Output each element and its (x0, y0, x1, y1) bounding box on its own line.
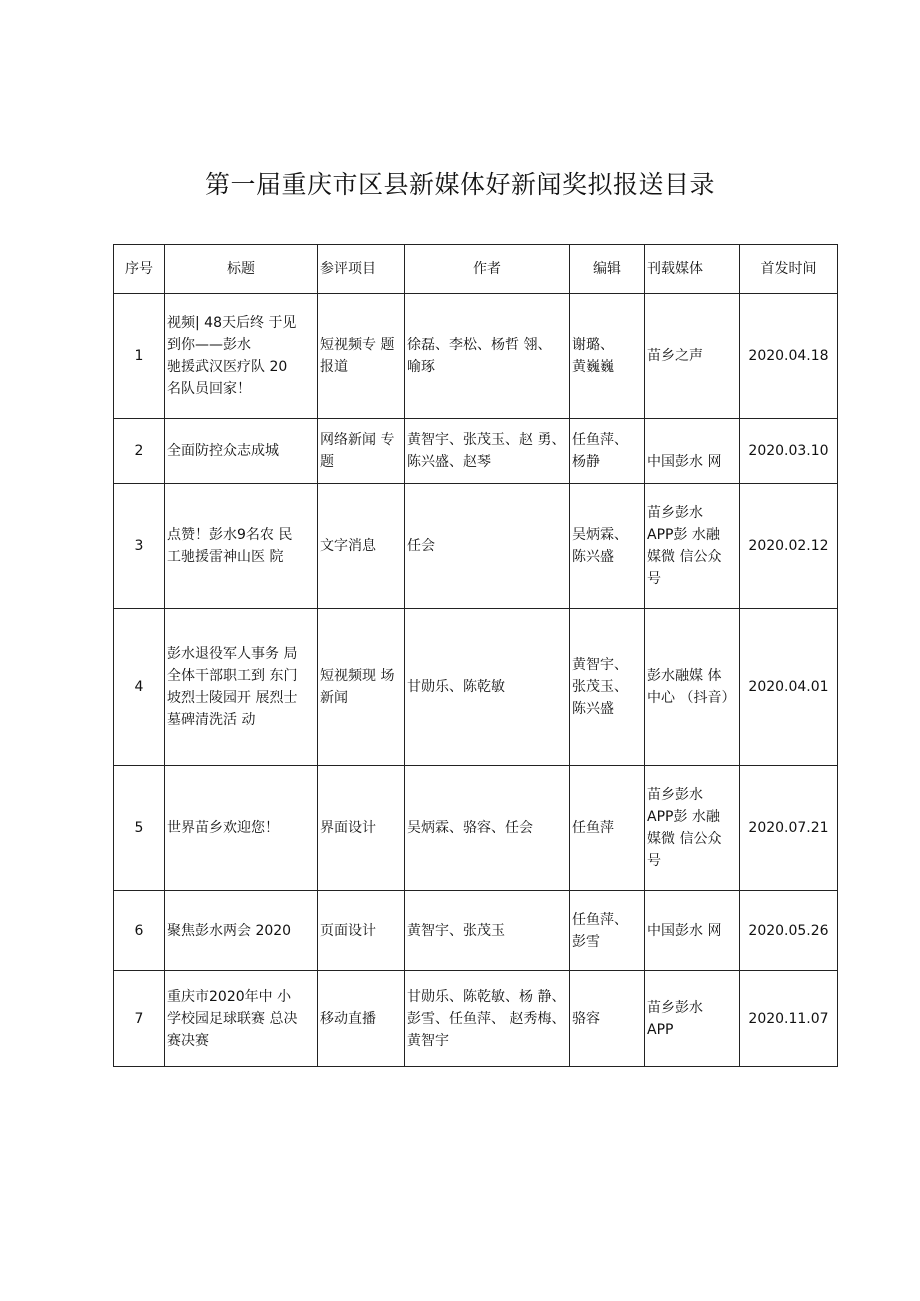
media (645, 766, 740, 891)
editors-text: 任鱼萍 (572, 820, 614, 836)
row-number: 4 (114, 609, 165, 766)
authors (405, 484, 570, 609)
header-cell: 首发时间 (740, 245, 838, 294)
authors-text: 甘勋乐、陈乾敏、杨 静、 彭雪、任鱼萍、 赵秀梅、 黄智宇 (407, 988, 566, 1049)
media-text: 彭水融媒 体 中心 （抖音） (647, 668, 736, 706)
publish-date: 2020.03.10 (740, 419, 838, 484)
publish-date: 2020.07.21 (740, 766, 838, 891)
category (318, 484, 405, 609)
category (318, 766, 405, 891)
news-title (165, 294, 318, 419)
authors (405, 419, 570, 484)
category-text: 移动直播 (320, 1010, 376, 1027)
media (645, 419, 740, 484)
editors-text: 任鱼萍、 杨静 (572, 432, 628, 470)
news-title-text: 点赞！彭水9名农 民 工驰援雷神山医 院 (167, 527, 293, 565)
media (645, 971, 740, 1067)
publish-date: 2020.04.18 (740, 294, 838, 419)
news-title (165, 609, 318, 766)
header-cell: 作者 (405, 245, 570, 294)
category-text: 网络新闻 专 题 (320, 432, 395, 470)
authors-text: 任会 (407, 538, 435, 554)
editors-text: 谢璐、 黄巍巍 (572, 337, 614, 375)
header-cell: 参评项目 (318, 245, 405, 294)
news-title-text: 视频| 48天后终 于见 到你——彭水 驰援武汉医疗队 20 名队员回家！ (167, 315, 297, 397)
table-row (114, 484, 838, 609)
authors (405, 891, 570, 971)
media-text: 苗乡彭水 APP (647, 999, 703, 1038)
editors (570, 294, 645, 419)
editors (570, 766, 645, 891)
row-number: 1 (114, 294, 165, 419)
category-text: 文字消息 (320, 538, 376, 554)
media-text: 苗乡彭水 APP彭 水融 媒微 信公众 号 (647, 787, 722, 869)
authors-text: 甘勋乐、陈乾敏 (407, 679, 505, 695)
media (645, 609, 740, 766)
editors (570, 419, 645, 484)
table-row (114, 419, 838, 484)
category-text: 短视频专 题 报道 (320, 337, 395, 375)
category (318, 891, 405, 971)
authors-text: 徐磊、李松、杨哲 翎、 喻琢 (407, 337, 552, 375)
editors (570, 484, 645, 609)
publish-date: 2020.11.07 (740, 971, 838, 1067)
media-text: 苗乡彭水 APP彭 水融 媒微 信公众 号 (647, 505, 722, 587)
header-cell: 标题 (165, 245, 318, 294)
table-header-row (114, 245, 838, 294)
header-cell: 编辑 (570, 245, 645, 294)
media (645, 294, 740, 419)
media (645, 484, 740, 609)
row-number: 2 (114, 419, 165, 484)
table-row (114, 971, 838, 1067)
submission-table (113, 244, 838, 1067)
authors (405, 971, 570, 1067)
category-text: 界面设计 (320, 820, 376, 836)
authors (405, 294, 570, 419)
authors-text: 黄智宇、张茂玉 (407, 922, 505, 939)
authors-text: 黄智宇、张茂玉、赵 勇、 陈兴盛、赵琴 (407, 432, 566, 470)
media-text: 中国彭水 网 (647, 922, 722, 939)
authors (405, 609, 570, 766)
table-row (114, 891, 838, 971)
news-title (165, 891, 318, 971)
authors-text: 吴炳霖、骆容、任会 (407, 820, 533, 836)
news-title (165, 766, 318, 891)
news-title-text: 全面防控众志成城 (167, 443, 279, 459)
media (645, 891, 740, 971)
document-title: 第一届重庆市区县新媒体好新闻奖拟报送目录 (204, 170, 715, 199)
media-text: 中国彭水 网 (647, 454, 722, 470)
news-title-text: 世界苗乡欢迎您！ (167, 820, 279, 836)
publish-date: 2020.04.01 (740, 609, 838, 766)
news-title (165, 971, 318, 1067)
publish-date: 2020.02.12 (740, 484, 838, 609)
news-title-text: 彭水退役军人事务 局 全体干部职工到 东门 坡烈士陵园开 展烈士 墓碑清洗活 动 (167, 646, 298, 728)
category (318, 294, 405, 419)
editors-text: 吴炳霖、 陈兴盛 (572, 527, 628, 565)
news-title-text: 重庆市2020年中 小 学校园足球联赛 总决 赛决赛 (167, 988, 298, 1049)
table-row (114, 766, 838, 891)
authors (405, 766, 570, 891)
editors (570, 609, 645, 766)
category-text: 短视频现 场 新闻 (320, 668, 395, 706)
header-cell: 序号 (114, 245, 165, 294)
editors-text: 任鱼萍、 彭雪 (572, 911, 628, 950)
publish-date: 2020.05.26 (740, 891, 838, 971)
category (318, 609, 405, 766)
row-number: 3 (114, 484, 165, 609)
editors-text: 黄智宇、 张茂玉、 陈兴盛 (572, 657, 628, 717)
row-number: 6 (114, 891, 165, 971)
row-number: 7 (114, 971, 165, 1067)
category-text: 页面设计 (320, 922, 376, 939)
news-title-text: 聚焦彭水两会 2020 (167, 922, 292, 939)
table-row (114, 609, 838, 766)
news-title (165, 419, 318, 484)
editors (570, 891, 645, 971)
category (318, 419, 405, 484)
header-cell: 刊载媒体 (645, 245, 740, 294)
editors-text: 骆容 (572, 1010, 600, 1027)
row-number: 5 (114, 766, 165, 891)
media-text: 苗乡之声 (647, 348, 703, 364)
table-row (114, 294, 838, 419)
category (318, 971, 405, 1067)
news-title (165, 484, 318, 609)
editors (570, 971, 645, 1067)
